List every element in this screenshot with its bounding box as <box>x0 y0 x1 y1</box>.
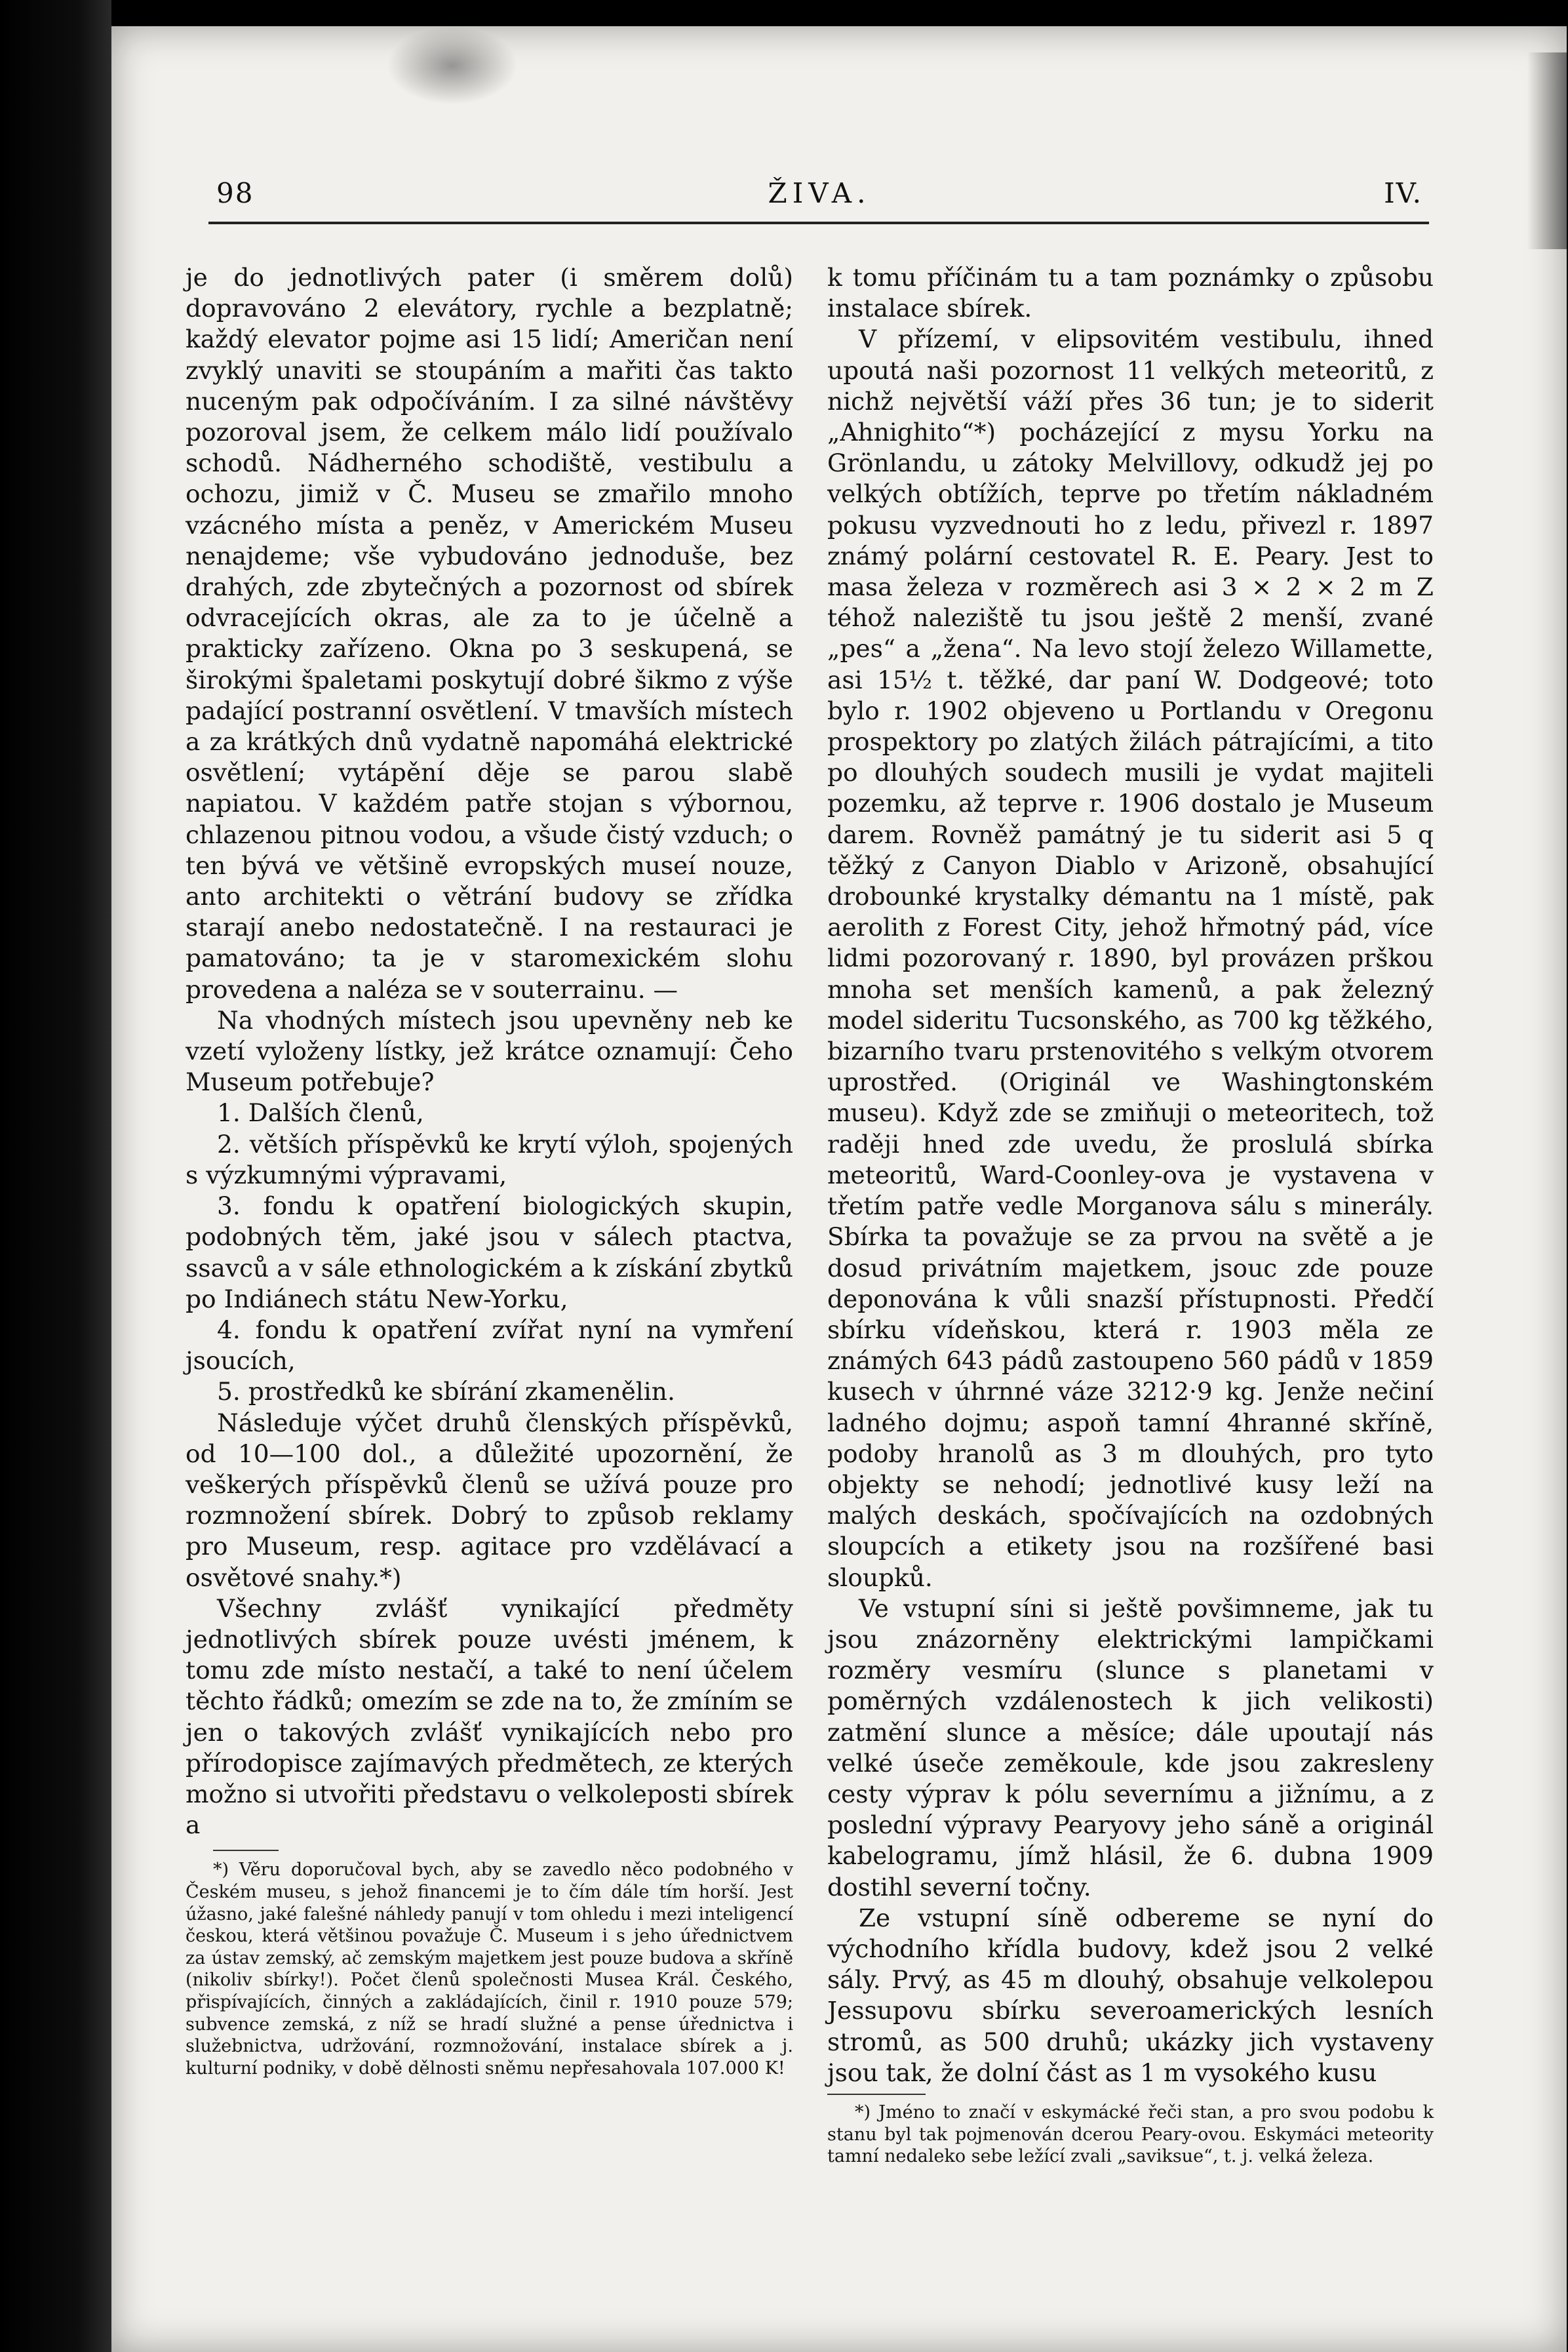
list-item: 5. prostředků ke sbírání zkamenělin. <box>217 1377 675 1406</box>
list-item: 1. Dalších členů, <box>217 1098 424 1128</box>
left-column <box>186 262 793 2079</box>
header-rule <box>208 222 1429 224</box>
footnote-rule <box>827 2094 926 2095</box>
right-column <box>827 262 1434 2168</box>
paragraph: je do jednotlivých pater (i směrem dolů) dopravováno 2 elevátory, rychle a bezplatně; každý elevator pojme asi 15 lidí; Američan není zvyklý unaviti se stoupáním a mařiti čas takto nuceným pak odpočíváním. I za silné návštěvy pozoroval jsem, že celkem málo lidí používalo schodů. Nádherného schodiště, vestibulu a ochozu, jimiž v Č. Museu se zmařilo mnoho vzácného místa a peněz, v Americkém Museu nenajdeme; vše vybudováno jednoduše, bez drahých, zde zbytečných a pozornost od sbírek odvracejících okras, ale za to je účelně a prakticky zařízeno. Okna po 3 seskupená, se širokými špaletami poskytují dobré šikmo z výše padající postranní osvětlení. V tmavších místech a za krátkých dnů vydatně napomáhá elektrické osvětlení; vytápění děje se parou slabě napiatou. V každém patře stojan s výbornou, chlazenou pitnou vodou, a všude čistý vzduch; o ten bývá ve většině evropských museí nouze, anto architekti o větrání budovy se zřídka starají anebo nedostatečně. I na restauraci je pamatováno; ta je v staromexickém slohu provedena a naléza se v souterrainu. — <box>186 263 793 1004</box>
page-number: 98 <box>216 177 254 209</box>
scan-edge-shadow <box>1527 52 1567 249</box>
scan-smudge <box>387 26 518 105</box>
list-item: 4. fondu k opatření zvířat nyní na vymření jsoucích, <box>186 1315 793 1376</box>
paragraph: V přízemí, v elipsovitém vestibulu, ihned upoutá naši pozornost 11 velkých meteoritů, z nichž největší váží přes 36 tun; je to siderit „Ahnighito“*) pocházející z mysu Yorku na Grönlandu, u zátoky Melvillovy, odkudž jej po velkých obtížích, teprve po třetím nákladném pokusu vyzvednouti ho z ledu, přivezl r. 1897 známý polární cestovatel R. E. Peary. Jest to masa železa v rozměrech asi 3 × 2 × 2 m Z téhož naleziště tu jsou ještě 2 menší, zvané „pes“ a „žena“. Na levo stojí železo Willamette, asi 15½ t. těžké, dar paní W. Dodgeové; toto bylo r. 1902 objeveno u Portlandu v Oregonu prospektory po zlatých žilách pátrajícími, a tito po dlouhých soudech musili je vydat majiteli pozemku, až teprve r. 1906 dostalo je Museum darem. Rovněž památný je tu siderit asi 5 q těžký z Canyon Diablo v Arizoně, obsahující drobounké krystalky démantu na 1 místě, pak aerolith z Forest City, jehož hřmotný pád, více lidmi pozorovaný r. 1890, byl provázen prškou mnoha set menších kamenů, a pak železný model sideritu Tucsonského, as 700 kg těžkého, bizarního tvaru prstenovitého s velkým otvorem uprostřed. (Originál ve Washingtonském museu). Když zde se zmiňuji o meteoritech, tož raději hned zde uvedu, že proslulá sbírka meteoritů, Ward-Coonley-ova je vystavena v třetím patře vedle Morganova sálu s minerály. Sbírka ta považuje se za prvou na světě a je dosud privátním majetkem, jsouc zde pouze deponována k vůli snazší přístupnosti. Předčí sbírku vídeňskou, která r. 1903 měla ze známých 643 pádů zastoupeno 560 pádů v 1859 kusech v úhrnné váze 3212·9 kg. Jenže nečiní ladného dojmu; aspoň tamní 4hranné skříně, podoby hranolů as 3 m dlouhých, pro tyto objekty se nehodí; jednotlivé kusy leží na malých deskách, spočívajících na ozdobných sloupcích a etikety jsou na rozšířené basi sloupků. <box>827 325 1434 1592</box>
paragraph: Ze vstupní síně odbereme se nyní do východního křídla budovy, kdež jsou 2 velké sály. Prvý, as 45 m dlouhý, obsahuje velkolepou Jessupovu sbírku severoamerických lesních stromů, as 500 druhů; ukázky jich vystaveny jsou tak, že dolní část as 1 m vysokého kusu <box>827 1903 1434 2087</box>
footnote-text: *) Věru doporučoval bych, aby se zavedlo něco podobného v Českém museu, s jehož financemi je to čím dále tím horší. Jest úžasno, jaké falešné náhledy panují v tom ohledu i mezi inteligencí českou, která většinou považuje Č. Museum i s jeho úřednictvem za ústav zemský, ač zemským majetkem jest pouze budova a skříně (nikoliv sbírky!). Počet členů společnosti Musea Král. Českého, přispívajících, činných a zakládajících, činil r. 1910 pouze 579; subvence zemská, z níž se hradí služné a pense úřednictva i služebnictva, udržování, rozmnožování, instalace sbírek a j. kulturní podniky, v době dělnosti sněmu nepřesahovala 107.000 K! <box>186 1860 793 2079</box>
paragraph: Na vhodných místech jsou upevněny neb ke vzetí vyloženy lístky, jež krátce oznamují: Čeho Museum potřebuje? <box>186 1005 793 1097</box>
footnote-text: *) Jméno to značí v eskymácké řeči stan, a pro svou podobu k stanu byl tak pojmenován dcerou Peary-ovou. Eskymáci meteority tamní nedaleko sebe ležící zvali „saviksue“, t. j. velká železa. <box>827 2102 1434 2167</box>
paragraph: k tomu příčinám tu a tam poznámky o způsobu instalace sbírek. <box>827 263 1434 323</box>
footnote <box>186 1859 793 2079</box>
paragraph: Všechny zvlášť vynikající předměty jednotlivých sbírek pouze uvésti jménem, k tomu zde místo nestačí, a také to není účelem těchto řádků; omezím se zde na to, že zmíním se jen o takových zvlášť vynikajících nebo pro přírodopisce zajímavých předmětech, ze kterých možno si utvořiti představu o velkoleposti sbírek a <box>186 1593 793 1840</box>
list-item: 2. větších příspěvků ke krytí výloh, spojených s výzkumnými výpravami, <box>186 1129 793 1189</box>
footnote-rule <box>213 1850 279 1851</box>
running-header <box>216 177 1422 216</box>
scan-left-edge <box>0 0 111 2352</box>
paragraph: Ve vstupní síni si ještě povšimneme, jak tu jsou znázorněny elektrickými lampičkami rozměry vesmíru (slunce s planetami v poměrných vzdálenostech k jich velikosti) zatmění slunce a měsíce; dále upoutají nás velké úseče zeměkoule, kde jsou zakresleny cesty výprav k pólu severnímu a jižnímu, a z poslední výpravy Pearyovy jeho sáně a originál kabelogramu, jímž hlásil, že 6. dubna 1909 dostihl severní točny. <box>827 1593 1434 1902</box>
footnote <box>827 2102 1434 2168</box>
paragraph: Následuje výčet druhů členských příspěvků, od 10—100 dol., a důležité upozornění, že veškerých příspěvků členů se užívá pouze pro rozmnožení sbírek. Dobrý to způsob reklamy pro Museum, resp. agitace pro vzdělávací a osvětové snahy.*) <box>186 1408 793 1592</box>
volume-number: IV. <box>1384 177 1422 209</box>
journal-title: ŽIVA. <box>768 177 871 209</box>
list-item: 3. fondu k opatření biologických skupin, podobných těm, jaké jsou v sálech ptactva, ssavců a v sále ethnologickém a k získání zbytků po Indiánech státu New-Yorku, <box>186 1191 793 1313</box>
